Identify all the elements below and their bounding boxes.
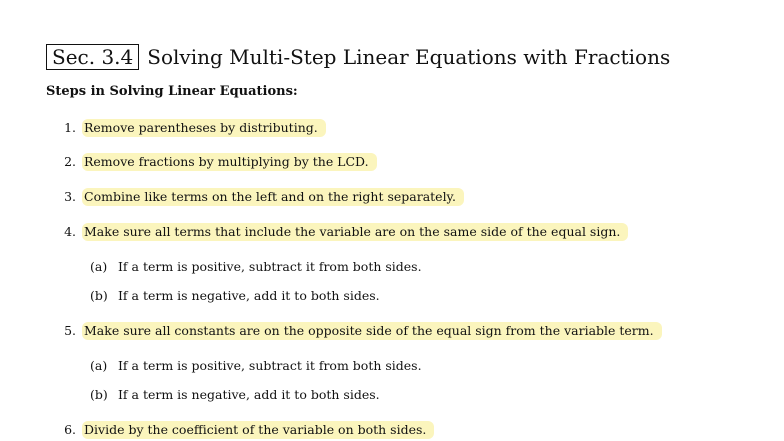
step-text: Remove parentheses by distributing. [82, 119, 326, 137]
step-number: 4. [64, 224, 76, 239]
step-number: 1. [64, 120, 76, 135]
substep-item [90, 357, 422, 375]
substep-text: If a term is negative, add it to both sides. [117, 288, 380, 303]
step-number: 3. [64, 189, 76, 204]
substep-text: If a term is positive, subtract it from both sides. [117, 358, 422, 373]
step-text: Divide by the coefficient of the variable on both sides. [82, 421, 434, 439]
step-text: Combine like terms on the left and on the right separately. [82, 188, 464, 206]
step-number: 5. [64, 323, 76, 338]
page-title: Solving Multi-Step Linear Equations with Fractions [147, 45, 671, 69]
substep-label: (a) [90, 259, 108, 274]
substep-label: (b) [90, 288, 108, 303]
substep-item [90, 258, 422, 276]
substep-item [90, 386, 380, 404]
step-text: Make sure all terms that include the variable are on the same side of the equal sign. [82, 223, 628, 241]
step-text: Make sure all constants are on the opposite side of the equal sign from the variable term. [82, 322, 662, 340]
substep-label: (a) [90, 358, 108, 373]
substep-item [90, 287, 380, 305]
steps-heading: Steps in Solving Linear Equations: [46, 84, 298, 99]
section-title [46, 44, 670, 70]
step-number: 6. [64, 422, 76, 437]
section-label: Sec. 3.4 [46, 44, 139, 70]
step-text: Remove fractions by multiplying by the LCD. [82, 153, 377, 171]
substep-text: If a term is positive, subtract it from both sides. [117, 259, 422, 274]
substep-text: If a term is negative, add it to both sides. [117, 387, 380, 402]
step-number: 2. [64, 154, 76, 169]
substep-label: (b) [90, 387, 108, 402]
